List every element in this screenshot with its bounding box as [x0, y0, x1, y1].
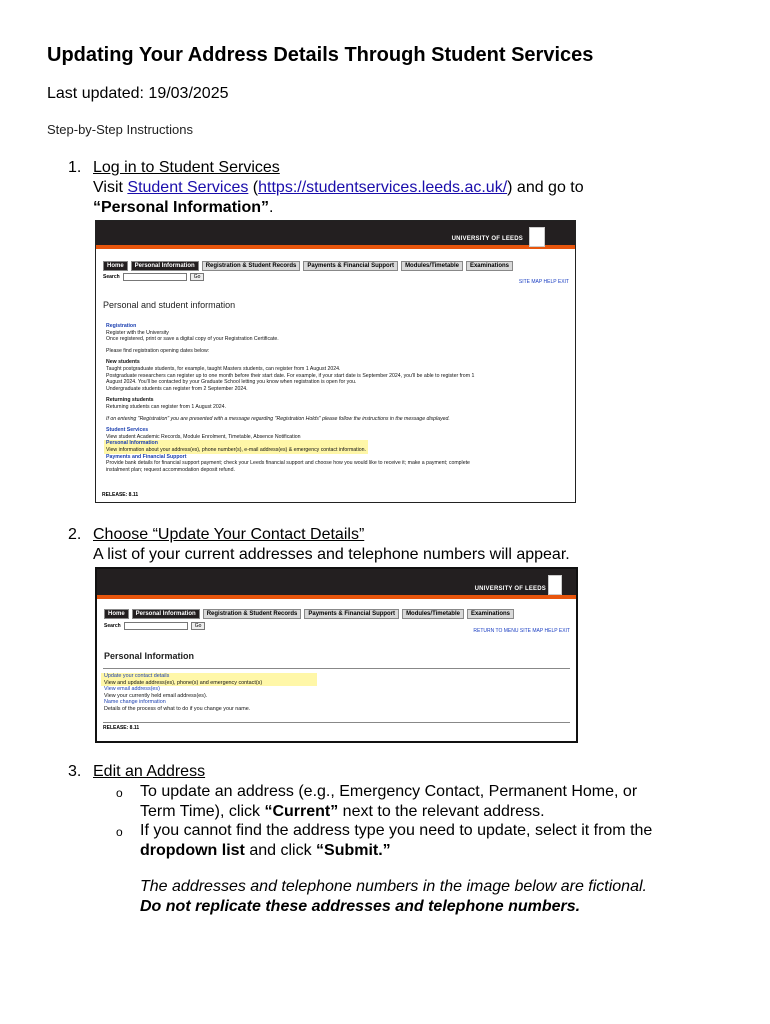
pay-line2: instalment plan; request accommodation deposit refund. — [106, 466, 235, 473]
top-right-links[interactable]: SITE MAP HELP EXIT — [518, 279, 569, 285]
go-button-2[interactable]: Go — [191, 622, 206, 630]
tab-payments[interactable]: Payments & Financial Support — [303, 261, 398, 271]
search-input-2[interactable] — [124, 622, 188, 630]
reg-line3: Please find registration opening dates below: — [106, 347, 210, 354]
subheading: Step-by-Step Instructions — [47, 122, 193, 137]
search-row-2 — [104, 622, 205, 630]
screenshot-personal-information — [95, 567, 578, 743]
step2-desc: A list of your current addresses and telephone numbers will appear. — [93, 546, 570, 563]
step2-number: 2. — [68, 526, 82, 543]
search-input[interactable] — [123, 273, 187, 281]
tab-modules[interactable]: Modules/Timetable — [401, 261, 463, 271]
reg-line2: Once registered, print or save a digital copy of your Registration Certificate. — [106, 336, 279, 343]
header-bar — [96, 221, 575, 249]
header-accent — [96, 245, 575, 249]
step3-title-text: Edit an Address — [93, 763, 206, 780]
bullet-2-marker: o — [116, 825, 123, 839]
dropdown-list-bold: dropdown list — [140, 842, 245, 859]
step1-title — [93, 159, 280, 177]
tab-modules-2[interactable]: Modules/Timetable — [402, 609, 464, 619]
bullet-2-line2 — [140, 842, 391, 860]
bullet-1-line2 — [140, 803, 545, 821]
header-accent-2 — [97, 595, 576, 599]
student-services-link-shot[interactable]: Student Services — [106, 427, 149, 434]
step1-paren: ( — [248, 179, 259, 196]
page-title: Personal and student information — [103, 300, 236, 310]
last-updated: Last updated: 19/03/2025 — [47, 85, 229, 102]
step1-after: ) and go to — [507, 179, 584, 196]
step1-number: 1. — [68, 159, 82, 176]
university-name-2: UNIVERSITY OF LEEDS — [474, 586, 546, 592]
ret-line1: Returning students can register from 1 August 2024. — [106, 403, 226, 410]
step1-period: . — [269, 199, 274, 216]
tab-examinations[interactable]: Examinations — [466, 261, 513, 271]
student-services-url-link[interactable]: https://studentservices.leeds.ac.uk/ — [258, 179, 508, 196]
search-label-2: Search — [104, 623, 121, 629]
update-contact-desc: View and update address(es), phone(s) and emergency contact(s) — [104, 679, 263, 686]
new-line2: Postgraduate researchers can register up to one month before their start date. For example, if your start date is September 2024, you'll be able to register from 1 — [106, 372, 475, 379]
personal-info-list — [104, 673, 317, 713]
top-right-links-2[interactable]: RETURN TO MENU SITE MAP HELP EXIT — [473, 628, 570, 634]
name-change-desc: Details of the process of what to do if you change your name. — [104, 705, 251, 712]
university-name: UNIVERSITY OF LEEDS — [451, 236, 523, 242]
nav-tabs — [103, 261, 513, 271]
university-crest-icon — [529, 227, 545, 247]
new-line4: Undergraduate students can register from 2 September 2024. — [106, 385, 248, 392]
reg-line1: Register with the University — [106, 329, 169, 336]
page-title-2: Personal Information — [104, 651, 195, 661]
tab-home-2[interactable]: Home — [104, 609, 129, 619]
bottom-rule — [103, 722, 570, 723]
new-line3: August 2024. You'll be contacted by your Graduate School letting you know when registration is open for you. — [106, 379, 357, 386]
view-email-link[interactable]: View email address(es) — [104, 686, 160, 693]
step1-line — [93, 179, 584, 197]
search-row — [103, 273, 204, 281]
current-bold: “Current” — [264, 803, 339, 820]
do-not-replicate-note: Do not replicate these addresses and telephone numbers. — [140, 898, 581, 915]
tab-examinations-2[interactable]: Examinations — [467, 609, 514, 619]
release-label-2: RELEASE: 8.11 — [103, 725, 140, 731]
nav-tabs-2 — [104, 609, 514, 619]
step2-title-text: Choose “Update Your Contact Details” — [93, 526, 365, 543]
name-change-link[interactable]: Name change information — [104, 699, 166, 706]
b1-l2-a: Term Time), click — [140, 803, 265, 820]
tab-personal-information-2[interactable]: Personal Information — [132, 609, 200, 619]
personal-information-link[interactable]: Personal Information — [106, 440, 158, 447]
step3-title — [93, 763, 205, 781]
pay-line1: Provide bank details for financial support payment; check your Leeds financial support and choose how you would like to receive it; make a payment; complete — [106, 460, 470, 467]
update-contact-link[interactable]: Update your contact details — [104, 673, 170, 679]
release-label: RELEASE: 8.11 — [102, 492, 139, 498]
bullet-2-line1: If you cannot find the address type you need to update, select it from the — [140, 822, 653, 839]
tab-personal-information[interactable]: Personal Information — [131, 261, 199, 271]
fictional-note: The addresses and telephone numbers in the image below are fictional. — [140, 878, 647, 895]
search-label: Search — [103, 274, 120, 280]
tab-payments-2[interactable]: Payments & Financial Support — [304, 609, 399, 619]
payments-link[interactable]: Payments and Financial Support — [106, 453, 187, 460]
student-services-link[interactable]: Student Services — [127, 179, 249, 196]
bullet-1-line1: To update an address (e.g., Emergency Contact, Permanent Home, or — [140, 783, 638, 800]
step1-line2 — [93, 199, 273, 217]
step1-title-text: Log in to Student Services — [93, 159, 280, 176]
pi-line1: View information about your address(es), phone number(s), e-mail address(es) & emergency contact information. — [106, 446, 366, 453]
university-crest-icon-2 — [548, 575, 562, 595]
personal-information-bold: “Personal Information” — [93, 199, 270, 216]
tab-registration[interactable]: Registration & Student Records — [202, 261, 301, 271]
go-button[interactable]: Go — [190, 273, 205, 281]
update-contact-highlight[interactable] — [101, 673, 317, 686]
info-content — [106, 323, 474, 473]
tab-home[interactable]: Home — [103, 261, 128, 271]
registration-link[interactable]: Registration — [106, 323, 137, 329]
header-bar-2 — [97, 569, 576, 599]
new-line1: Taught postgraduate students, for example, taught Masters students, can register from 1 August 2024. — [106, 365, 341, 372]
ss-line1: View student Academic Records, Module Enrolment, Timetable, Absence Notification — [106, 433, 301, 440]
personal-info-highlight[interactable] — [104, 440, 368, 453]
b1-l2-c: next to the relevant address. — [338, 803, 545, 820]
holds-note: If on entering "Registration" you are presented with a message regarding "Registration Holds" please follow the instructions in the message displayed. — [106, 415, 450, 422]
step3-number: 3. — [68, 763, 82, 780]
view-email-desc: View your currently held email address(es). — [104, 692, 208, 699]
screenshot-personal-student-info — [95, 220, 576, 503]
submit-bold: “Submit.” — [316, 842, 391, 859]
step2-title — [93, 526, 364, 544]
tab-registration-2[interactable]: Registration & Student Records — [203, 609, 302, 619]
step1-visit: Visit — [93, 179, 128, 196]
bullet-1-marker: o — [116, 786, 123, 800]
b2-l2-b: and click — [244, 842, 317, 859]
new-students-heading: New students — [106, 359, 140, 366]
document-title: Updating Your Address Details Through Student Services — [47, 44, 594, 66]
title-rule — [103, 668, 570, 669]
returning-heading: Returning students — [106, 397, 154, 404]
